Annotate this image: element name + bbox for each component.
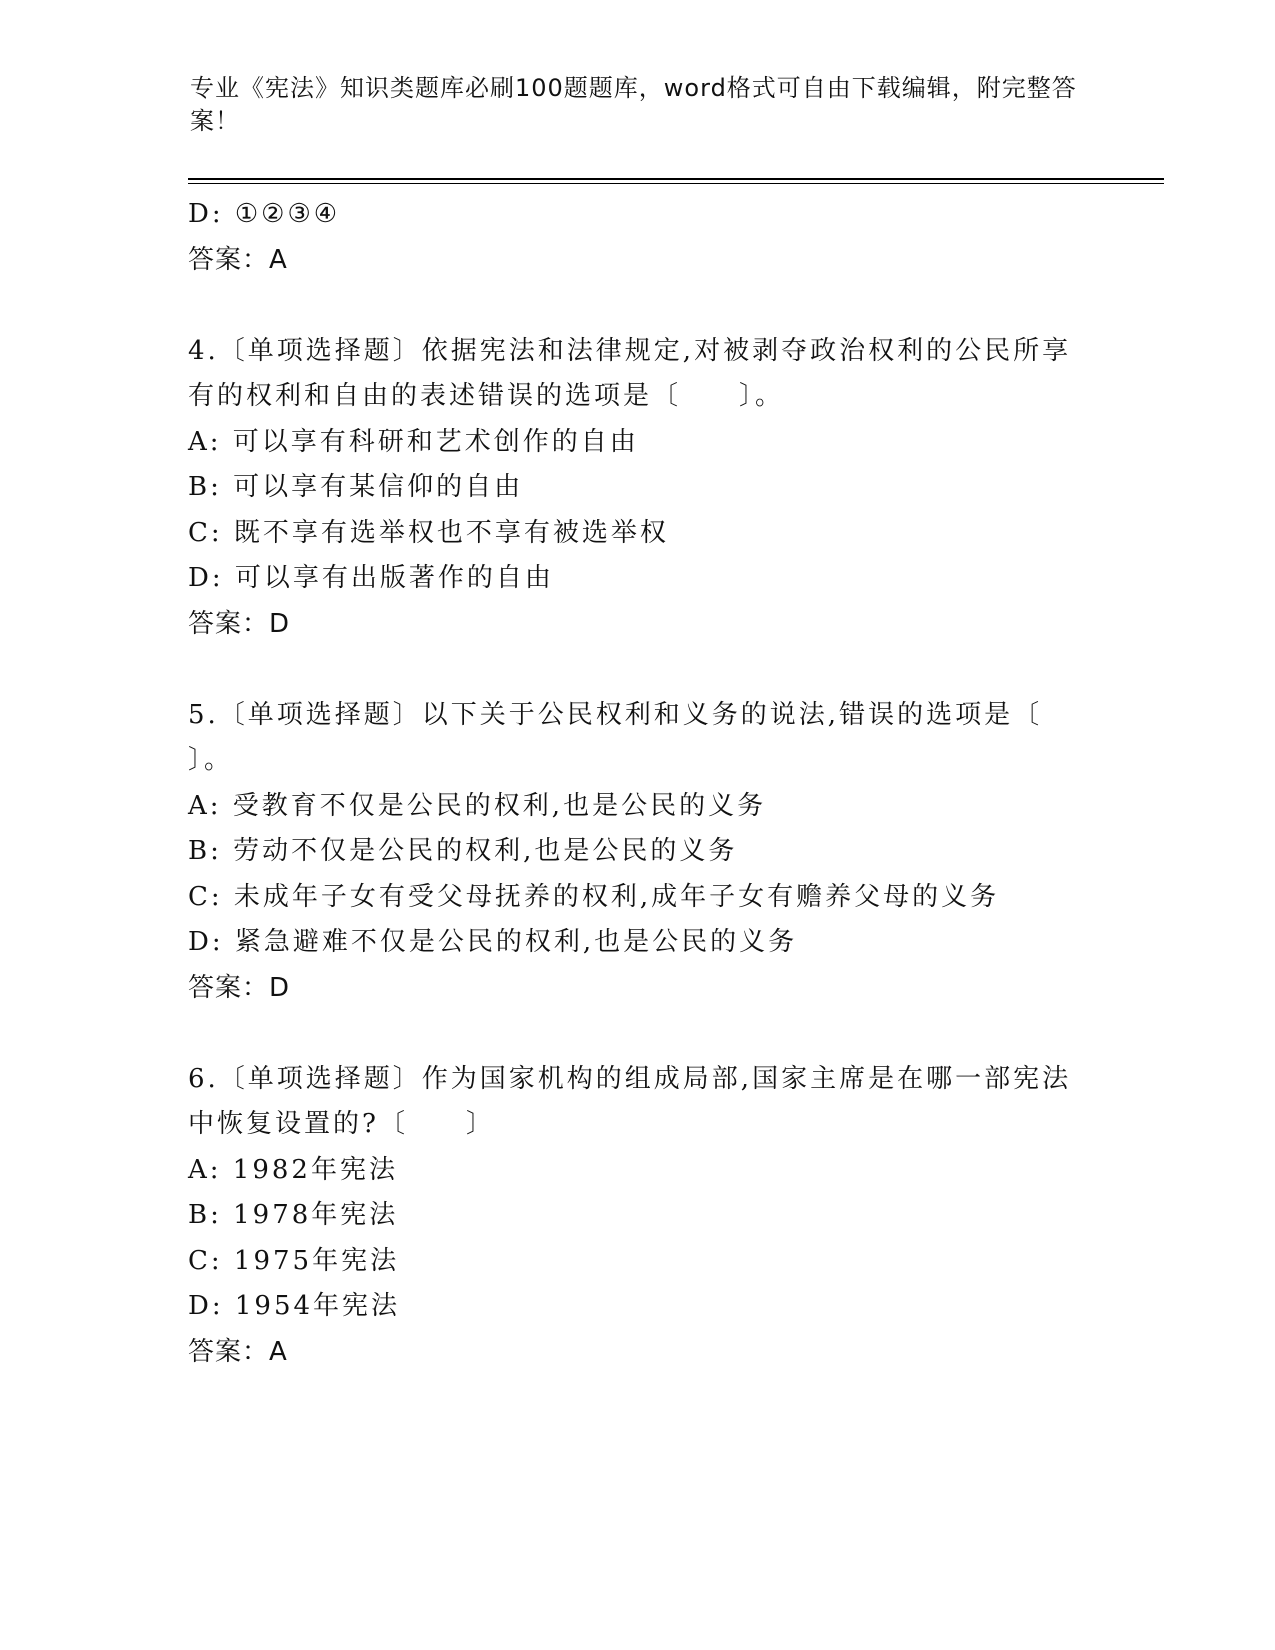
option-c: C: 既不享有选举权也不享有被选举权 — [188, 517, 669, 548]
question-3-tail — [188, 192, 1088, 283]
option-b: B: 劳动不仅是公民的权利,也是公民的义务 — [188, 836, 738, 866]
spacer — [188, 1011, 1088, 1057]
question-stem: 6.〔单项选择题〕作为国家机构的组成局部,国家主席是在哪一部宪法 — [188, 1063, 1072, 1094]
question-stem: 中恢复设置的?〔 〕 — [188, 1109, 495, 1139]
answer-label: 答案：A — [188, 244, 288, 275]
option-a: A: 受教育不仅是公民的权利,也是公民的义务 — [188, 790, 767, 821]
header-divider-thin — [188, 183, 1164, 184]
option-c: C: 1975年宪法 — [188, 1245, 400, 1276]
option-c: C: 未成年子女有受父母抚养的权利,成年子女有赡养父母的义务 — [188, 881, 1000, 912]
option-b: B: 可以享有某信仰的自由 — [188, 472, 524, 502]
answer-label: 答案：D — [188, 608, 291, 639]
header-title-line-2: 案！ — [190, 107, 240, 135]
answer-label: 答案：D — [188, 972, 291, 1003]
spacer — [188, 647, 1088, 693]
option-d: D: 可以享有出版著作的自由 — [188, 563, 554, 593]
question-stem: 5.〔单项选择题〕以下关于公民权利和义务的说法,错误的选项是〔 — [188, 699, 1043, 730]
option-d: D: ①②③④ — [188, 199, 341, 229]
answer-label: 答案：A — [188, 1336, 288, 1367]
header-title-line-1: 专业《宪法》知识类题库必刷100题题库，word格式可自由下载编辑，附完整答 — [190, 74, 1077, 102]
spacer — [188, 283, 1088, 329]
option-d: D: 1954年宪法 — [188, 1291, 401, 1321]
header-divider-thick — [188, 178, 1164, 180]
option-a: A: 可以享有科研和艺术创作的自由 — [188, 426, 639, 457]
question-5 — [188, 693, 1088, 1012]
option-d: D: 紧急避难不仅是公民的权利,也是公民的义务 — [188, 927, 798, 957]
question-4 — [188, 329, 1088, 648]
question-6 — [188, 1057, 1088, 1376]
question-stem: 4.〔单项选择题〕依据宪法和法律规定,对被剥夺政治权利的公民所享 — [188, 335, 1072, 366]
option-b: B: 1978年宪法 — [188, 1200, 399, 1230]
question-list — [188, 192, 1088, 1375]
question-stem: 〕。 — [188, 745, 234, 775]
option-a: A: 1982年宪法 — [188, 1154, 398, 1185]
question-stem: 有的权利和自由的表述错误的选项是〔 〕。 — [188, 381, 785, 411]
document-header — [190, 72, 1080, 138]
